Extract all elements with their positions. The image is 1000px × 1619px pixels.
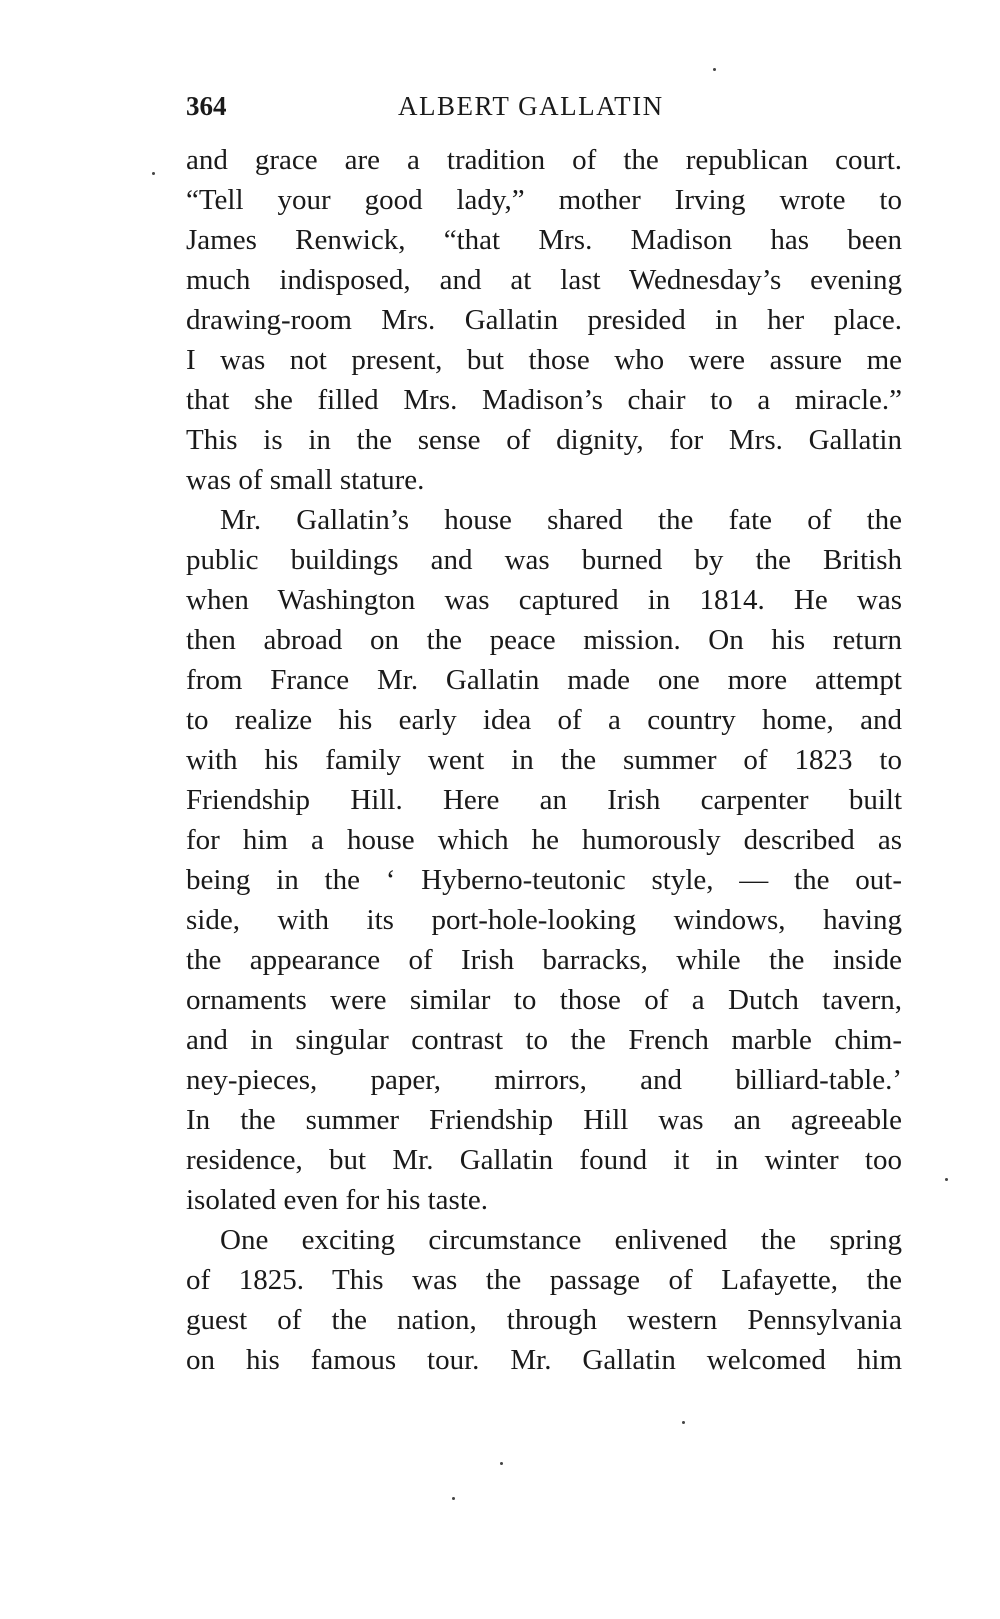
text-line: when Washington was captured in 1814. He was — [186, 584, 902, 616]
text-line: ornaments were similar to those of a Dutch tavern, — [186, 984, 902, 1016]
paragraph — [186, 140, 902, 500]
text-line: residence, but Mr. Gallatin found it in winter too — [186, 1144, 902, 1176]
text-line: “Tell your good lady,” mother Irving wrote to — [186, 184, 902, 216]
text-line: much indisposed, and at last Wednesday’s evening — [186, 264, 902, 296]
text-line: isolated even for his taste. — [186, 1184, 488, 1216]
text-line: on his famous tour. Mr. Gallatin welcomed him — [186, 1344, 902, 1376]
text-line: for him a house which he humorously described as — [186, 824, 902, 856]
text-line: was of small stature. — [186, 464, 425, 496]
paragraph — [186, 1220, 902, 1380]
text-line: guest of the nation, through western Pennsylvania — [186, 1304, 902, 1336]
scan-speck — [945, 1178, 948, 1181]
text-line: being in the ‘ Hyberno-teutonic style, — the out- — [186, 864, 902, 896]
text-line: of 1825. This was the passage of Lafayette, the — [186, 1264, 902, 1296]
text-line: and in singular contrast to the French marble chim- — [186, 1024, 902, 1056]
page-header — [186, 86, 902, 126]
text-line: public buildings and was burned by the British — [186, 544, 902, 576]
text-line: James Renwick, “that Mrs. Madison has been — [186, 224, 902, 256]
text-line: to realize his early idea of a country home, and — [186, 704, 902, 736]
text-line: Mr. Gallatin’s house shared the fate of the — [220, 504, 902, 536]
body-text — [186, 140, 902, 1380]
text-line: This is in the sense of dignity, for Mrs. Gallatin — [186, 424, 902, 456]
text-line: drawing-room Mrs. Gallatin presided in her place. — [186, 304, 902, 336]
text-line: I was not present, but those who were assure me — [186, 344, 902, 376]
text-line: and grace are a tradition of the republican court. — [186, 144, 902, 176]
text-line: side, with its port-hole-looking windows, having — [186, 904, 902, 936]
text-line: then abroad on the peace mission. On his return — [186, 624, 902, 656]
text-line: from France Mr. Gallatin made one more attempt — [186, 664, 902, 696]
text-line: with his family went in the summer of 1823 to — [186, 744, 902, 776]
text-line: that she filled Mrs. Madison’s chair to a miracle.” — [186, 384, 902, 416]
text-line: Friendship Hill. Here an Irish carpenter built — [186, 784, 902, 816]
paragraph — [186, 500, 902, 1220]
text-line: One exciting circumstance enlivened the spring — [220, 1224, 902, 1256]
scan-speck — [682, 1421, 685, 1424]
page-number: 364 — [186, 91, 227, 121]
scan-speck — [713, 68, 716, 71]
scan-speck — [452, 1497, 455, 1500]
text-line: In the summer Friendship Hill was an agreeable — [186, 1104, 902, 1136]
scan-speck — [500, 1462, 503, 1465]
scan-speck — [152, 172, 155, 175]
text-line: ney-pieces, paper, mirrors, and billiard-table.’ — [186, 1064, 902, 1096]
running-head: ALBERT GALLATIN — [398, 91, 664, 121]
text-line: the appearance of Irish barracks, while the inside — [186, 944, 902, 976]
